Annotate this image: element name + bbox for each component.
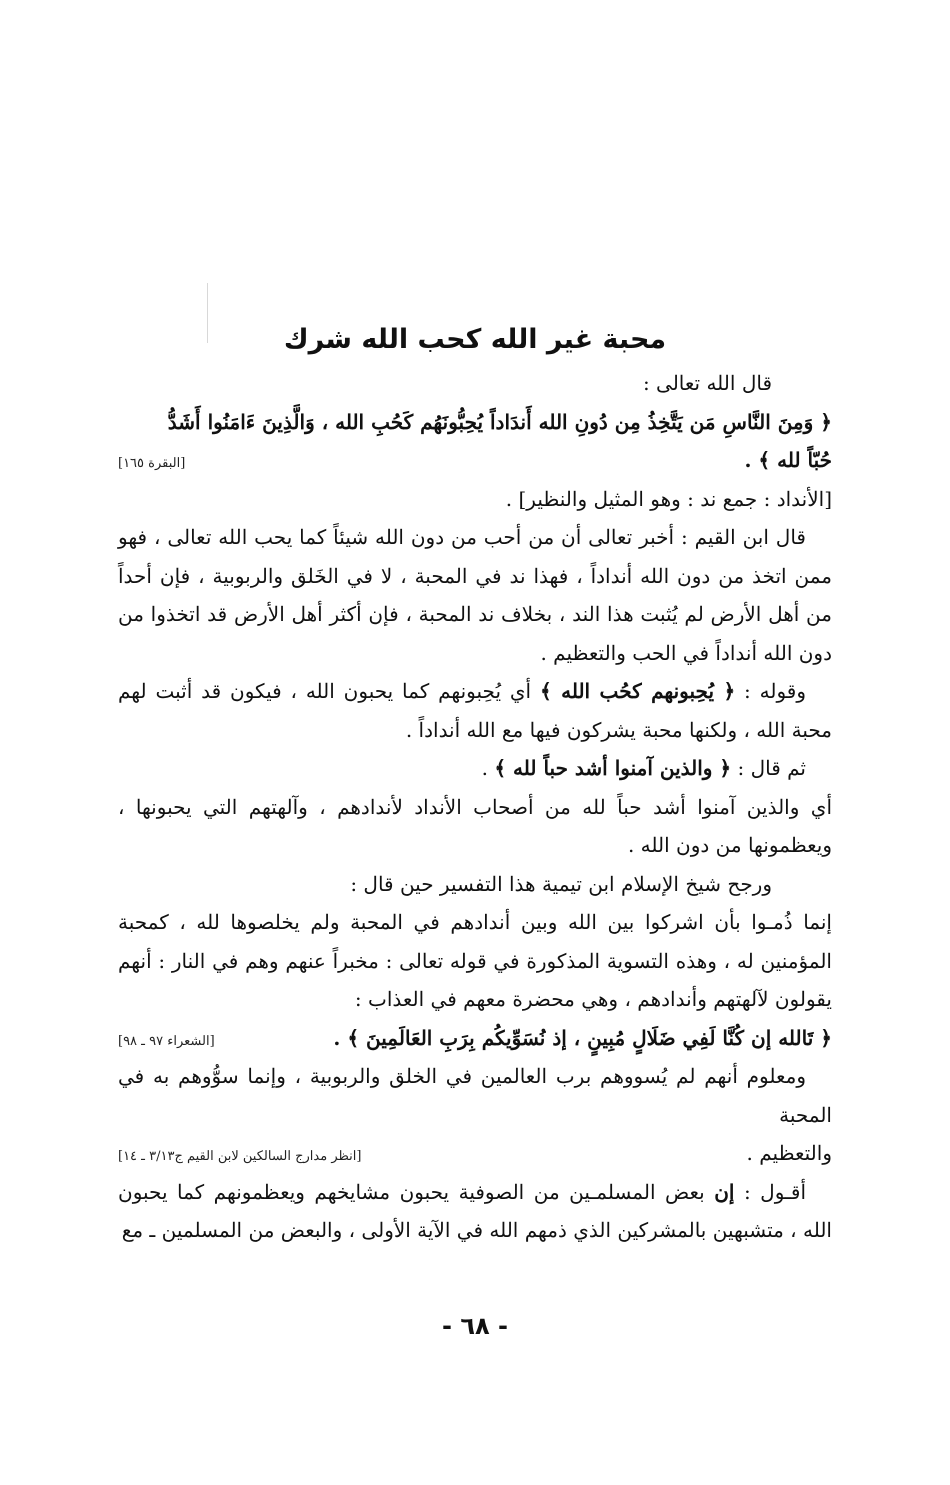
quote3-paragraph: [118, 749, 832, 788]
verse1-line2: حُبّاً لله ﴾ .: [744, 448, 832, 472]
explain-paragraph: أي والذين آمنوا أشد حباً لله من أصحاب الأنداد لأندادهم ، وآلهتهم التي يحبونها ، ويعظمونها من دون الله .: [118, 794, 832, 857]
ibn-taymiyya-paragraph: إنما ذُمـوا بأن اشركوا بين الله وبين أندادهم في المحبة ولم يخلصوها لله ، كمحبة المؤمنين له ، وهذه التسوية المذكورة في قوله تعالى : مخبراً عنهم وهم في النار : أنهم يقولون لآلهتهم وأندادهم ، وهي محضرة معهم في العذاب :: [118, 910, 832, 1011]
verse2-reference: [الشعراء ٩٧ ـ ٩٨]: [118, 1033, 215, 1049]
aqoul-post: بعض المسلمـين من الصوفية يحبون مشايخهم ويعظمونهم كما يحبون الله ، متشبهين بالمشركين الذي ذمهم الله في الآية الأولى ، والبعض من المسلمين ـ مع: [118, 1179, 832, 1242]
known-line2-row: [118, 1134, 832, 1173]
verse1-line1: ﴿ وَمِنَ النَّاسِ مَن يَتَّخِذُ مِن دُونِ الله أَندَاداً يُحِبُّونَهُم كَحُبِ الله ، وَالَّذِينَ ءَامَنُوا أَشَدُّ: [167, 409, 832, 434]
page-content: [118, 320, 832, 1250]
ibn-taymiyya-intro: ورجح شيخ الإسلام ابن تيمية هذا التفسير حين قال :: [350, 871, 772, 896]
quote2-verse: ﴿ يُحِبونهم كحُب الله ﴾: [539, 679, 736, 703]
verse1-line2-row: [118, 441, 832, 480]
verse2-row: [118, 1019, 832, 1058]
quote3-verse: ﴿ والذين آمنوا أشد حباً لله ﴾: [494, 756, 732, 780]
verse2-text: ﴿ تَالله إن كُنَّا لَفِي ضَلَالٍ مُبِينٍ ، إذ نُسَوِّيكُم بِرَبِ العَالَمِينَ ﴾ .: [333, 1025, 832, 1050]
quote2-paragraph: [118, 672, 832, 749]
quote2-post: أي يُحِبونهم كما يحبون الله ، فيكون قد أثبت لهم محبة الله ، ولكنها محبة يشركون فيها مع الله أنداداً .: [118, 679, 832, 742]
quote3-post: .: [481, 756, 495, 780]
quote3-pre: ثم قال :: [731, 756, 806, 780]
ibn-qayyim-paragraph: قال ابن القيم : أخبر تعالى أن من أحب من دون الله شيئاً كما يحب الله تعالى ، فهو ممن اتخذ من دون الله أنداداً ، فهذا ند في المحبة ، لا في الخَلق والربوبية ، فإن أحداً من أهل الأرض لم يُثبت هذا الند ، بخلاف ند المحبة ، فإن أكثر أهل الأرض قد اتخذوا من دون الله أنداداً في الحب والتعظيم .: [118, 525, 832, 665]
gloss-line: [الأنداد : جمع ند : وهو المثيل والنظير] .: [505, 486, 832, 511]
page-title: محبة غير الله كحب الله شرك: [283, 324, 667, 355]
page-number: - ٦٨ -: [442, 1312, 508, 1340]
aqoul-emphasis: إن: [714, 1179, 735, 1204]
known-line2: والتعظيم .: [746, 1141, 832, 1165]
verse1-reference: [البقرة ١٦٥]: [118, 456, 186, 471]
known-reference: [انظر مدارج السالكين لابن القيم ج٣/١٣ ـ ١٤]: [118, 1149, 362, 1164]
intro-line: قال الله تعالى :: [642, 371, 772, 395]
quote2-pre: وقوله :: [735, 679, 807, 703]
aqoul-paragraph: [118, 1173, 832, 1250]
aqoul-pre: أقـول :: [734, 1179, 807, 1204]
known-line1: ومعلوم أنهم لم يُسووهم برب العالمين في الخلق والربوبية ، وإنما سوُّوهم به في المحبة: [118, 1064, 832, 1127]
